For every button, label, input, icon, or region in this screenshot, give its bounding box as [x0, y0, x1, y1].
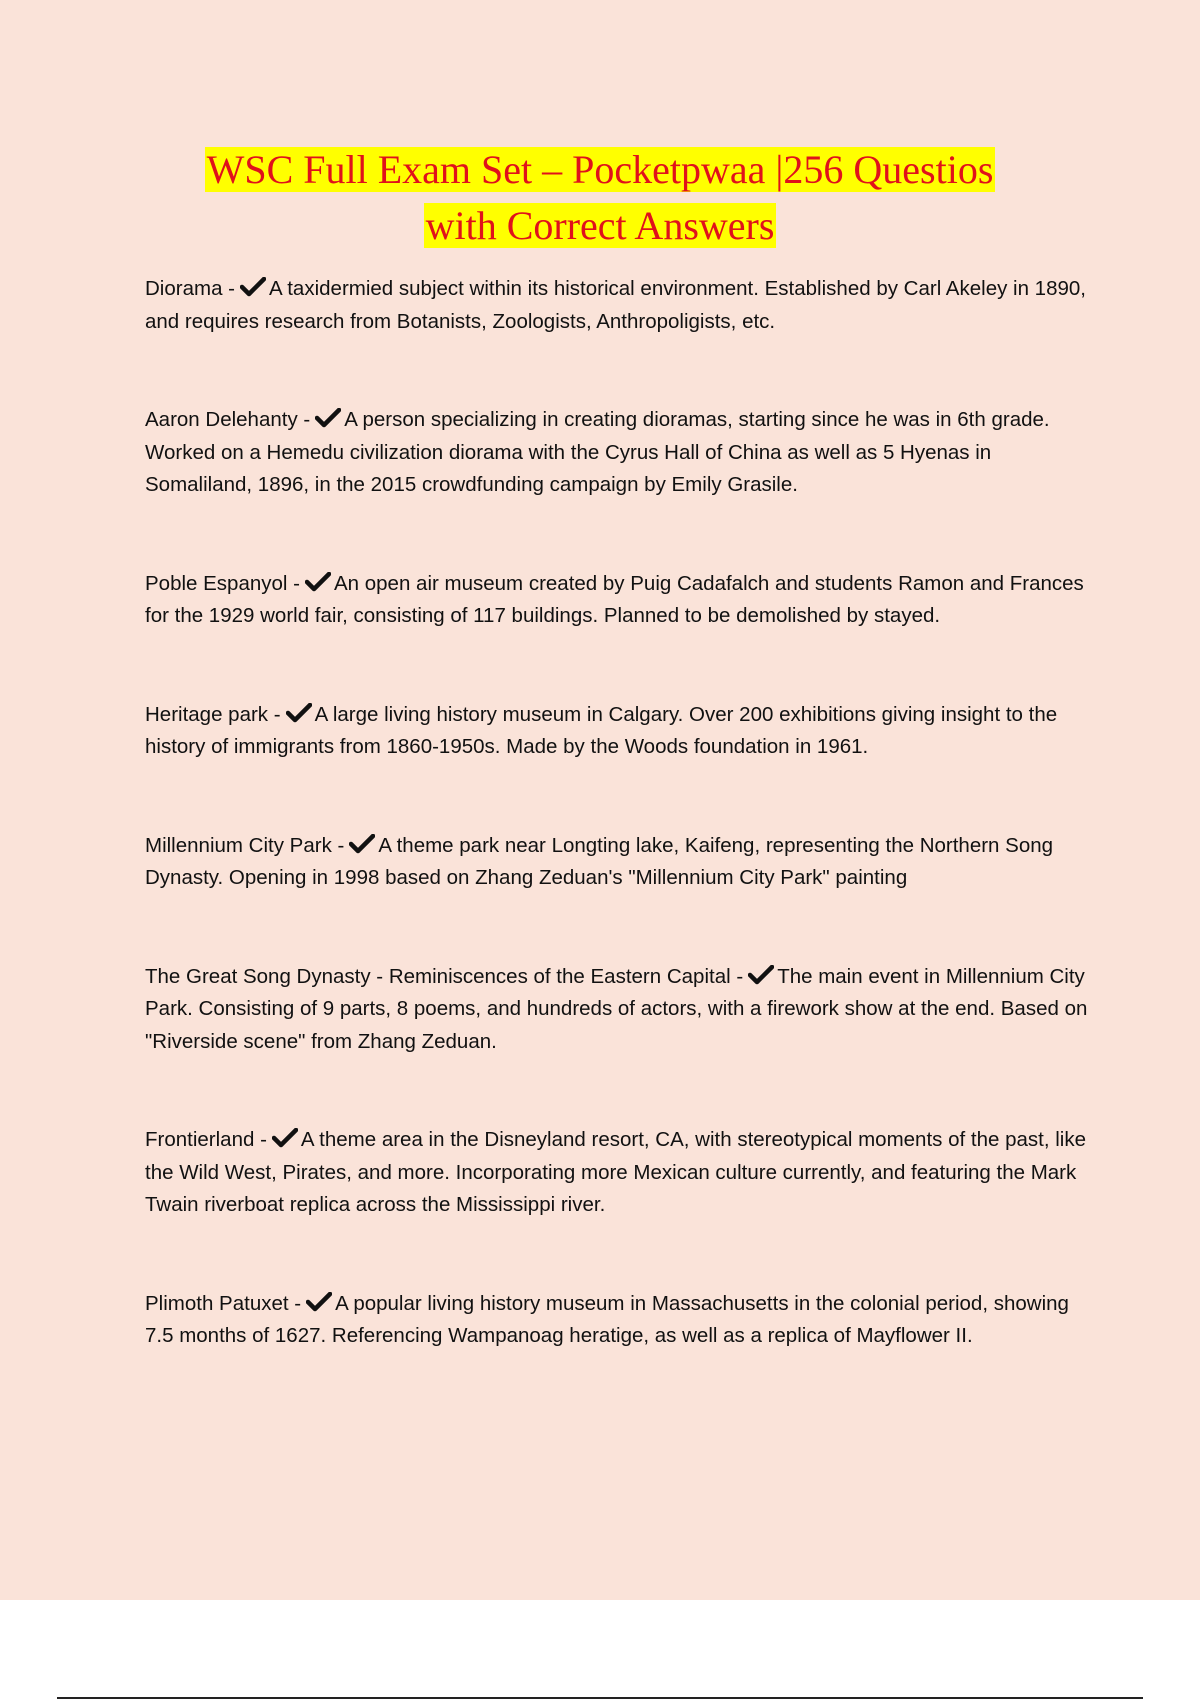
entry: [145, 1124, 1095, 1222]
entry: [145, 961, 1095, 1059]
entry: [145, 830, 1095, 895]
entry-definition: A taxidermied subject within its historical environment. Established by Carl Akeley in 1890, and requires research from Botanists, Zoologists, Anthropoligists, etc.: [145, 277, 1086, 333]
check-mark-icon: [349, 834, 375, 854]
check-mark-icon: [272, 1128, 298, 1148]
check-mark-icon: [315, 408, 341, 428]
entry-definition: An open air museum created by Puig Cadafalch and students Ramon and Frances for the 1929 world fair, consisting of 117 buildings. Planned to be demolished by stayed.: [145, 571, 1084, 627]
entry-list: [145, 273, 1095, 1419]
entry-term: Millennium City Park -: [145, 833, 345, 857]
entry-definition: A theme park near Longting lake, Kaifeng, representing the Northern Song Dynasty. Opening in 1998 based on Zhang Zeduan's "Millennium City Park" painting: [145, 833, 1054, 889]
check-mark-icon: [240, 277, 266, 297]
entry-definition: A popular living history museum in Massachusetts in the colonial period, showing 7.5 months of 1627. Referencing Wampanoag heratige, as well as a replica of Mayflower II.: [145, 1291, 1069, 1347]
entry: [145, 699, 1095, 764]
check-mark-icon: [305, 572, 331, 592]
entry-definition: A large living history museum in Calgary. Over 200 exhibitions giving insight to the history of immigrants from 1860-1950s. Made by the Woods foundation in 1961.: [145, 702, 1058, 758]
title-line-1: WSC Full Exam Set – Pocketpwaa |256 Questios: [206, 147, 994, 192]
check-mark-icon: [306, 1292, 332, 1312]
entry-term: Plimoth Patuxet -: [145, 1291, 302, 1315]
document-title: [0, 142, 1200, 254]
entry-term: Diorama -: [145, 277, 235, 300]
entry-term: The Great Song Dynasty - Reminiscences of the Eastern Capital -: [145, 964, 744, 988]
entry: [145, 1288, 1095, 1353]
entry: [145, 273, 1095, 338]
entry-term: Heritage park -: [145, 702, 281, 726]
entry: [145, 568, 1095, 633]
check-mark-icon: [748, 965, 774, 985]
title-line-2: with Correct Answers: [425, 203, 775, 248]
footer-rule: [57, 1697, 1143, 1699]
entry: [145, 404, 1095, 502]
entry-term: Frontierland -: [145, 1128, 267, 1151]
entry-definition: A person specializing in creating dioramas, starting since he was in 6th grade. Worked on a Hemedu civilization diorama with the Cyrus Hall of China as well as 5 Hyenas in Somaliland, 1896, in the 2015 crowdfunding campaign by Emily Grasile.: [145, 408, 1050, 496]
entry-definition: The main event in Millennium City Park. Consisting of 9 parts, 8 poems, and hundreds of actors, with a firework show at the end. Based on "Riverside scene" from Zhang Zeduan.: [145, 964, 1088, 1053]
entry-term: Poble Espanyol -: [145, 571, 300, 595]
check-mark-icon: [286, 703, 312, 723]
entry-definition: A theme area in the Disneyland resort, CA, with stereotypical moments of the past, like the Wild West, Pirates, and more. Incorporating more Mexican culture currently, and featuring the Mark Twain riverboat replica across the Mississippi river.: [145, 1128, 1086, 1216]
entry-term: Aaron Delehanty -: [145, 408, 311, 431]
